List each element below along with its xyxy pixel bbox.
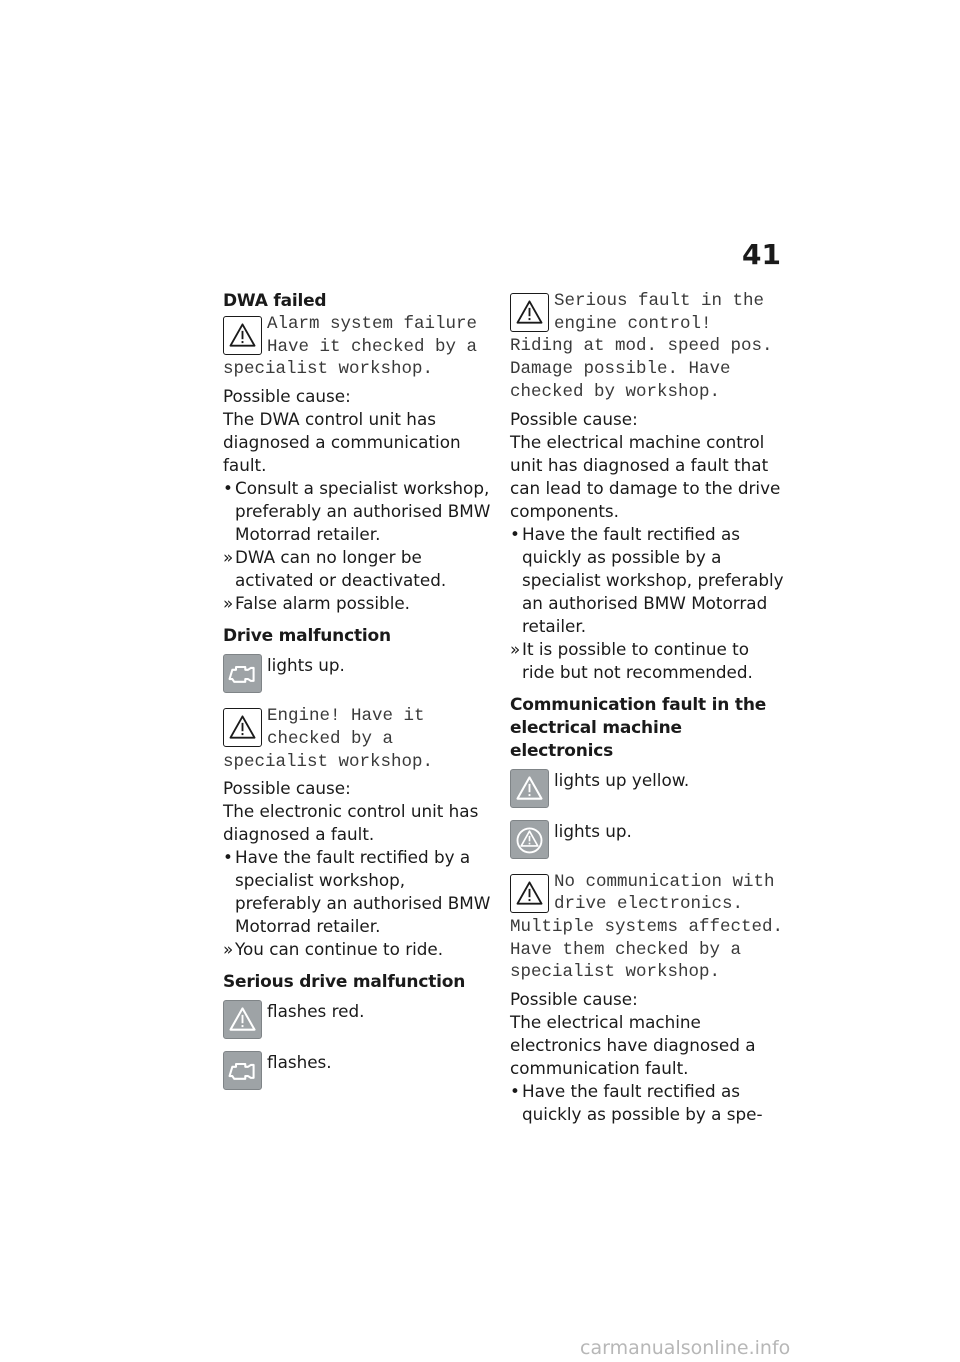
engine-icon: [223, 654, 262, 693]
warning-triangle-icon: [223, 1000, 262, 1039]
warning-triangle-icon: [223, 708, 262, 747]
warning-triangle-icon: [510, 293, 549, 332]
indicator-text: flashes red.: [267, 1001, 365, 1022]
message-text: Engine! Have it checked by a specialist workshop.: [223, 706, 434, 772]
cause-label: Possible cause:: [510, 989, 638, 1010]
engine-icon: [223, 1051, 262, 1090]
indicator-row: [510, 820, 785, 859]
list-item: » DWA can no longer be activated or deactivated.: [223, 547, 447, 591]
indicator-row: [223, 1051, 493, 1090]
message-text: Serious fault in the engine control! Riding at mod. speed pos. Damage possible. Have checked by workshop.: [510, 291, 773, 402]
section-title: Drive malfunction: [223, 626, 391, 647]
page-number: 41: [742, 238, 781, 271]
display-message: [223, 705, 493, 773]
circle-warning-icon: [510, 820, 549, 859]
section-title: Communication fault in the electrical machine electronics: [510, 694, 767, 761]
section-dwa-failed: [223, 290, 493, 615]
section-communication-fault: [510, 694, 785, 1127]
cause-text: The DWA control unit has diagnosed a communication fault.: [223, 409, 461, 476]
list-item: » You can continue to ride.: [223, 939, 444, 960]
section-title: DWA failed: [223, 291, 327, 311]
cause-label: Possible cause:: [223, 386, 351, 407]
message-text: No communication with drive electronics. Multiple systems affected. Have them checked by a specialist workshop.: [510, 871, 784, 983]
list-item: • Have the fault rectified as quickly as possible by a specialist workshop, preferably an authorised BMW Motorrad retailer.: [510, 523, 784, 636]
cause-text: The electronic control unit has diagnosed a fault.: [223, 801, 479, 845]
section-engine-control-fault: [510, 290, 785, 684]
indicator-row: [510, 769, 785, 808]
cause-label: Possible cause:: [510, 408, 638, 429]
indicator-text: lights up yellow.: [554, 769, 690, 790]
display-message: [510, 290, 785, 404]
warning-triangle-icon: [510, 874, 549, 913]
indicator-row: [223, 654, 493, 693]
display-message: [510, 871, 785, 985]
footer-watermark: carmanualsonline.info: [580, 1337, 791, 1359]
display-message: [223, 313, 493, 381]
section-serious-drive-malfunction: [223, 971, 493, 1090]
indicator-text: flashes.: [267, 1052, 332, 1073]
indicator-text: lights up.: [267, 655, 345, 676]
indicator-text: lights up.: [554, 820, 632, 841]
right-column: [510, 290, 785, 1136]
warning-triangle-icon: [510, 769, 549, 808]
section-drive-malfunction: [223, 625, 493, 961]
list-item: • Consult a specialist workshop, preferably an authorised BMW Motorrad retailer.: [223, 478, 491, 545]
list-item: • Have the fault rectified by a specialist workshop, preferably an authorised BMW Motorrad retailer.: [223, 847, 491, 937]
list-item: • Have the fault rectified as quickly as possible by a spe-: [510, 1081, 763, 1125]
cause-text: The electrical machine control unit has diagnosed a fault that can lead to damage to the drive components.: [510, 431, 781, 521]
list-item: » False alarm possible.: [223, 593, 411, 614]
warning-triangle-icon: [223, 316, 262, 355]
cause-label: Possible cause:: [223, 778, 351, 799]
list-item: » It is possible to continue to ride but not recommended.: [510, 638, 753, 682]
indicator-row: [223, 1000, 493, 1039]
left-column: [223, 290, 493, 1102]
cause-text: The electrical machine electronics have diagnosed a communication fault.: [510, 1012, 756, 1079]
section-title: Serious drive malfunction: [223, 972, 466, 993]
message-text: Alarm system failure Have it checked by a specialist workshop.: [223, 314, 478, 380]
